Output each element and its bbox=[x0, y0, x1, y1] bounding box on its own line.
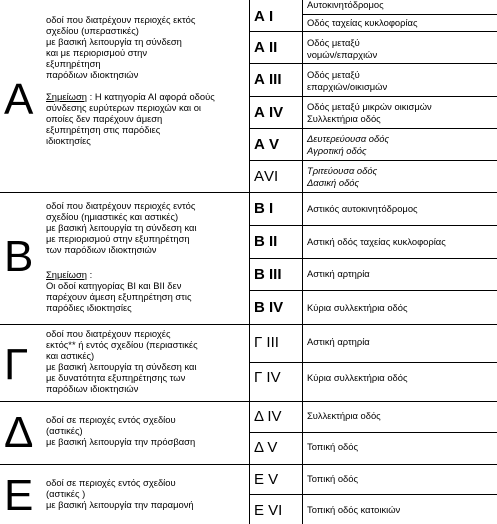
category-name: Τοπική οδός bbox=[307, 473, 358, 484]
group-note bbox=[46, 91, 215, 146]
group-divider bbox=[0, 401, 497, 402]
category-name: Δευτερεύουσα οδός Αγροτική οδός bbox=[307, 133, 390, 156]
category-name: Συλλεκτήρια οδός bbox=[307, 410, 381, 421]
category-code: Ε V bbox=[254, 471, 279, 488]
category-code: Α V bbox=[254, 136, 280, 153]
note-text: : Η κατηγορία ΑΙ αφορά οδούς σύνδεσης ευρύτερων περιοχών και οι οποίες δεν παρέχουν άμεση εξυπηρέτηση στις παρόδιες ιδιοκτησίες bbox=[46, 91, 215, 147]
row-divider bbox=[249, 494, 497, 495]
category-code: Γ ΙΙΙ bbox=[254, 334, 279, 351]
group-description: οδοί σε περιοχές εντός σχεδίου (αστικές ) με βασική λειτουργία την παραμονή bbox=[46, 477, 194, 511]
category-name: Αστική αρτηρία bbox=[307, 268, 370, 279]
column-divider bbox=[249, 0, 250, 524]
category-name: Οδός μεταξύ μικρών οικισμών Συλλεκτήρια οδός bbox=[307, 101, 432, 124]
row-divider bbox=[249, 63, 497, 64]
category-name: Οδός μεταξύ νομών/επαρχιών bbox=[307, 37, 378, 60]
row-divider bbox=[249, 225, 497, 226]
row-divider bbox=[249, 258, 497, 259]
group-description: οδοί σε περιοχές εντός σχεδίου (αστικές) με βασική λειτουργία την πρόσβαση bbox=[46, 414, 196, 448]
category-code: Ε VΙ bbox=[254, 502, 283, 519]
note-label: Σημείωση bbox=[46, 269, 87, 280]
category-code: Β Ι bbox=[254, 200, 274, 217]
group-note bbox=[46, 269, 192, 313]
category-code: Α Ι bbox=[254, 8, 274, 25]
group-letter: Δ bbox=[4, 408, 34, 457]
row-divider bbox=[249, 128, 497, 129]
note-text: : Οι οδοί κατηγορίας ΒΙ και ΒΙΙ δεν παρέχουν άμεση εξυπηρέτηση στις παρόδιες ιδιοκτησίες bbox=[46, 269, 192, 314]
category-name: Τοπική οδός κατοικιών bbox=[307, 504, 401, 515]
row-divider bbox=[249, 31, 497, 32]
group-letter: Β bbox=[4, 232, 34, 281]
row-divider bbox=[249, 96, 497, 97]
category-name: Αστική οδός ταχείας κυκλοφορίας bbox=[307, 236, 446, 247]
row-divider bbox=[249, 432, 497, 433]
group-divider bbox=[0, 464, 497, 465]
category-name: Αστική αρτηρία bbox=[307, 336, 370, 347]
category-name: Τοπική οδός bbox=[307, 441, 358, 452]
category-name: Κύρια συλλεκτήρια οδός bbox=[307, 372, 408, 383]
category-name: Αυτοκινητόδρομος Οδός ταχείας κυκλοφορίας bbox=[307, 0, 418, 28]
note-label: Σημείωση bbox=[46, 91, 87, 102]
group-letter: Γ bbox=[4, 340, 29, 389]
group-divider bbox=[0, 324, 497, 325]
category-name: Τριτεύουσα οδός Δασική οδός bbox=[307, 165, 378, 188]
category-code: Α ΙΙΙ bbox=[254, 71, 282, 88]
category-name: Αστικός αυτοκινητόδρομος bbox=[307, 203, 418, 214]
category-code: Β ΙV bbox=[254, 299, 284, 316]
group-description: οδοί που διατρέχουν περιοχές εκτός** ή εντός σχεδίου (περιαστικές και αστικές) με βασική λειτουργία τη σύνδεση και με δυνατότητα εξυπηρέτησης των παρόδιων ιδιοκτησιών bbox=[46, 328, 198, 395]
category-name: Κύρια συλλεκτήρια οδός bbox=[307, 302, 408, 313]
category-name: Οδός μεταξύ επαρχιών/οικισμών bbox=[307, 69, 388, 92]
category-code: Δ ΙV bbox=[254, 408, 282, 425]
group-letter: Ε bbox=[4, 471, 34, 520]
category-code: ΑVΙ bbox=[254, 168, 279, 185]
category-code: Δ V bbox=[254, 439, 278, 456]
group-description: οδοί που διατρέχουν περιοχές εντός σχεδίου (ημιαστικές και αστικές) με βασική λειτουργία τη σύνδεση και με περιορισμού στην εξυπηρέτηση των παρόδιων ιδιοκτησιών bbox=[46, 200, 197, 256]
category-code: Α ΙV bbox=[254, 104, 284, 121]
category-code: Β ΙΙ bbox=[254, 233, 278, 250]
row-divider bbox=[249, 290, 497, 291]
group-letter: Α bbox=[4, 75, 34, 124]
group-description: οδοί που διατρέχουν περιοχές εκτός σχεδίου (υπεραστικές) με βασική λειτουργία τη σύνδεση και με περιορισμού στην εξυπηρέτηση παρόδιων ιδιοκτησιών bbox=[46, 14, 196, 81]
category-code: Β ΙΙΙ bbox=[254, 266, 282, 283]
row-divider bbox=[249, 362, 497, 363]
column-divider bbox=[302, 0, 303, 524]
category-code: Γ ΙV bbox=[254, 369, 281, 386]
category-code: Α ΙΙ bbox=[254, 39, 278, 56]
row-divider bbox=[249, 160, 497, 161]
group-divider bbox=[0, 192, 497, 193]
